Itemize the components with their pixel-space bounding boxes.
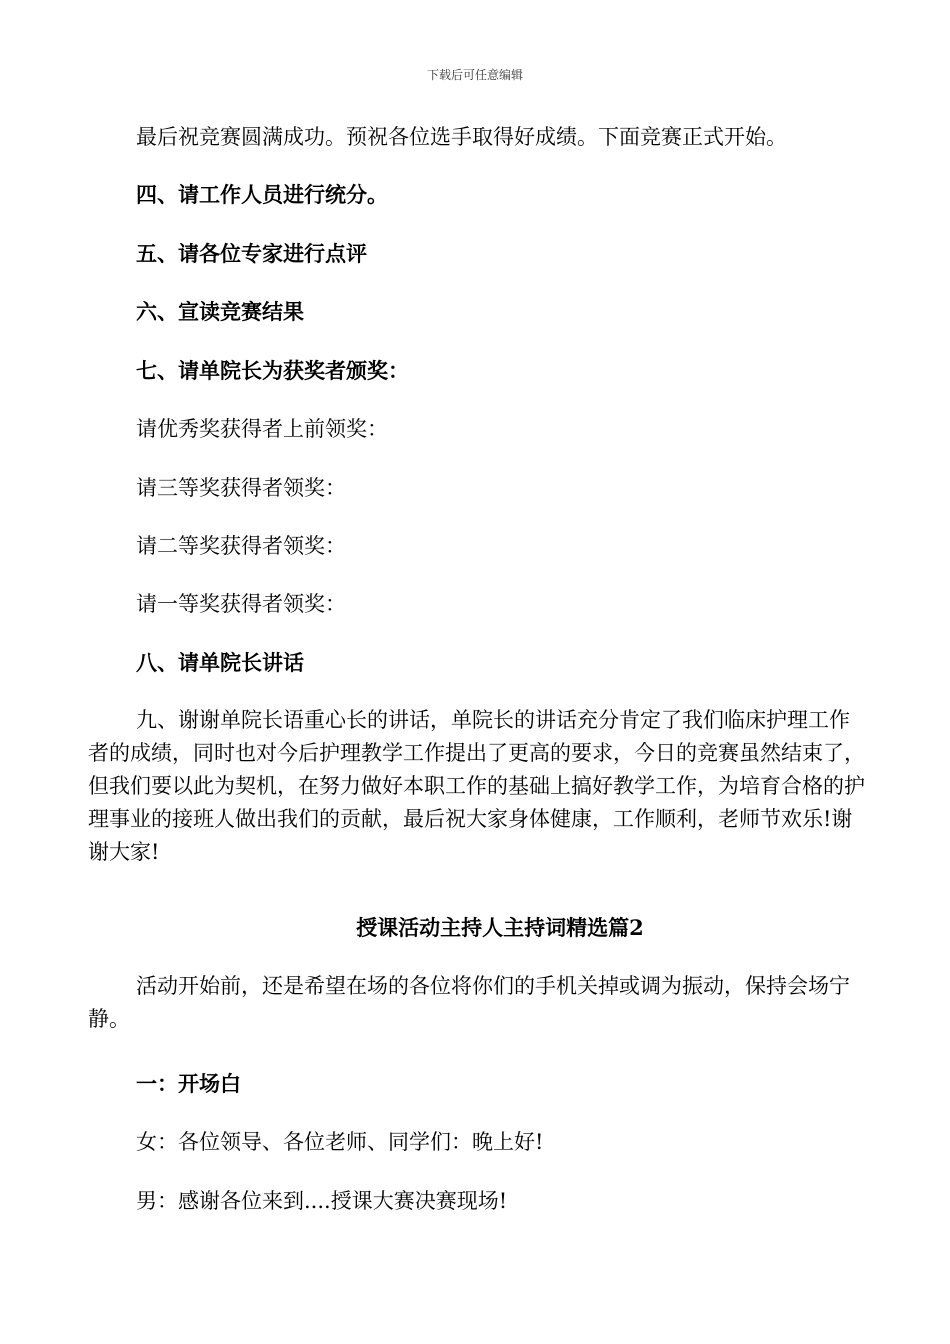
item-5-heading: 五、请各位专家进行点评 xyxy=(136,241,367,266)
item-7-heading: 七、请单院长为获奖者颁奖： xyxy=(136,358,409,383)
award-third-line: 请三等奖获得者领奖： xyxy=(136,476,346,500)
award-second-line: 请二等奖获得者领奖： xyxy=(136,534,346,558)
award-first-line: 请一等奖获得者领奖： xyxy=(136,592,346,616)
item-6-heading: 六、宣读竞赛结果 xyxy=(136,299,304,324)
item-4-heading: 四、请工作人员进行统分。 xyxy=(136,182,388,207)
item-9-paragraph: 九、谢谢单院长语重心长的讲话，单院长的讲话充分肯定了我们临床护理工作者的成绩，同时也对今后护理教学工作提出了更高的要求，今日的竞赛虽然结束了，但我们要以此为契机，在努力做好本职工作的基础上搞好教学工作，为培育合格的护理事业的接班人做出我们的贡献，最后祝大家身体健康，工作顺利，老师节欢乐!谢谢大家! xyxy=(88,708,865,864)
male-host-line: 男：感谢各位来到....授课大赛决赛现场! xyxy=(136,1189,508,1213)
opening-heading: 一：开场白 xyxy=(136,1071,241,1096)
female-host-line: 女：各位领导、各位老师、同学们：晚上好! xyxy=(136,1130,544,1154)
award-excellent-line: 请优秀奖获得者上前领奖： xyxy=(136,417,388,441)
item-8-heading: 八、请单院长讲话 xyxy=(136,650,304,675)
section-title: 授课活动主持人主持词精选篇2 xyxy=(356,915,644,940)
page-header-note: 下载后可任意编辑 xyxy=(426,68,523,82)
closing-line: 最后祝竞赛圆满成功。预祝各位选手取得好成绩。下面竞赛正式开始。 xyxy=(136,125,787,149)
intro-paragraph: 活动开始前，还是希望在场的各位将你们的手机关掉或调为振动，保持会场宁静。 xyxy=(88,974,850,1031)
